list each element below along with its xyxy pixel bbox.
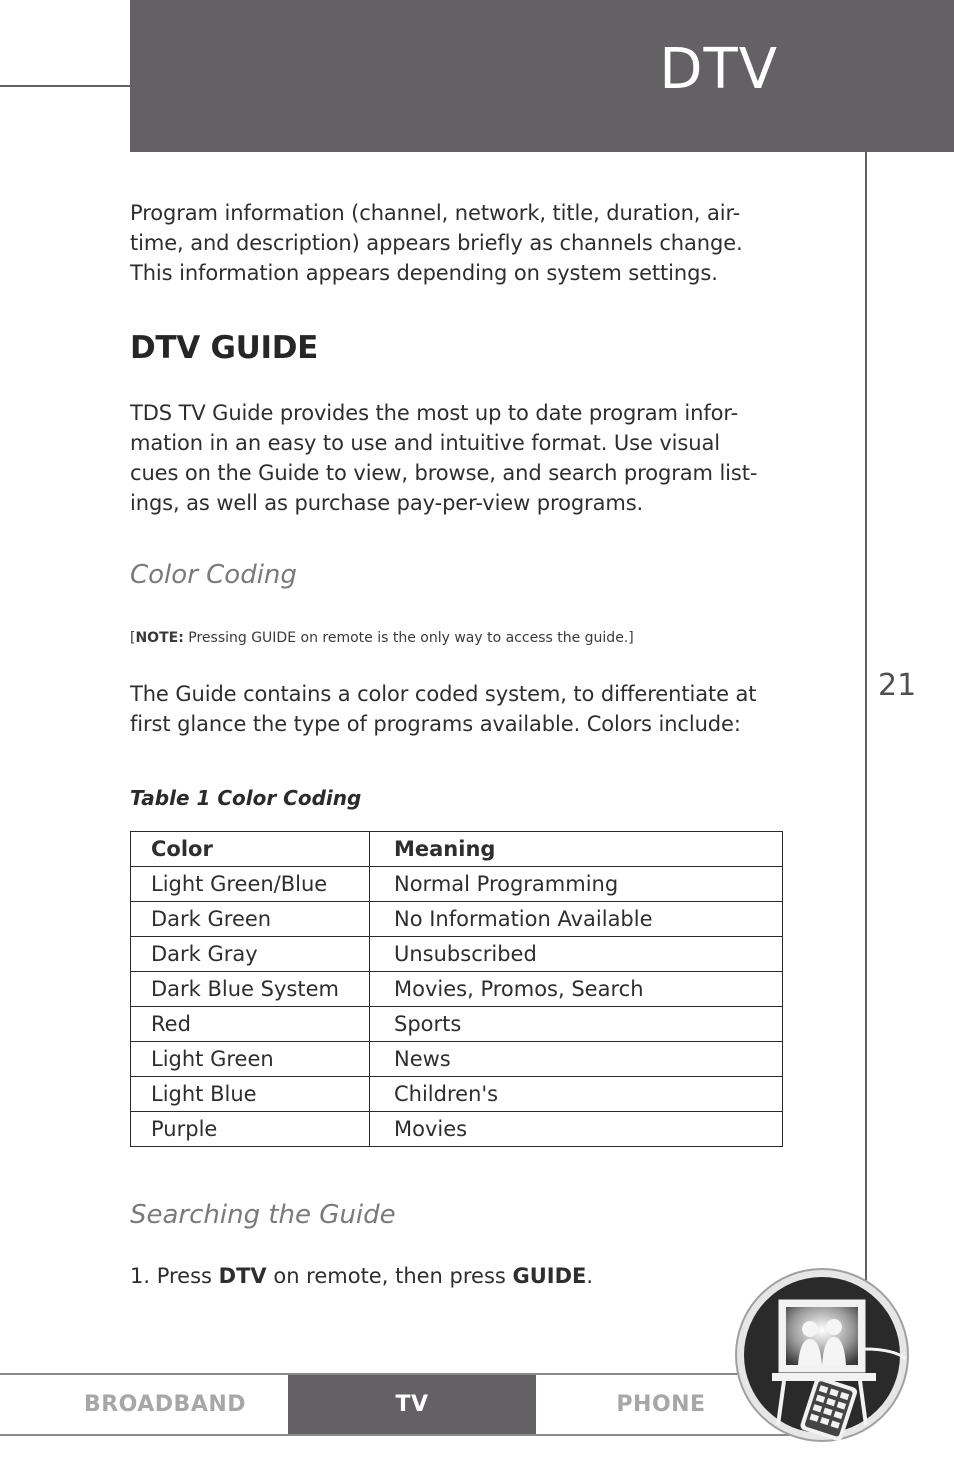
column-header-color: Color	[131, 832, 370, 867]
key-guide: GUIDE	[512, 1264, 587, 1288]
intro-line: This information appears depending on system settings.	[130, 261, 718, 285]
bottom-nav-rule-bottom	[0, 1434, 790, 1436]
step-prefix: 1. Press	[130, 1264, 219, 1288]
table-row	[131, 937, 783, 972]
cell-meaning: News	[370, 1042, 783, 1077]
page-title: DTV	[659, 37, 778, 102]
table-row	[131, 1007, 783, 1042]
key-dtv: DTV	[218, 1264, 267, 1288]
cell-meaning: Unsubscribed	[370, 937, 783, 972]
color-coding-table	[130, 831, 783, 1147]
intro-paragraph	[130, 198, 790, 288]
cell-meaning: Normal Programming	[370, 867, 783, 902]
step-middle: on remote, then press	[266, 1264, 513, 1288]
tab-tv[interactable]: TV	[288, 1375, 536, 1434]
right-margin-rule	[865, 152, 867, 1282]
table-row	[131, 902, 783, 937]
table-row	[131, 1077, 783, 1112]
cell-meaning: Children's	[370, 1077, 783, 1112]
note-text: Pressing GUIDE on remote is the only way to access the guide.]	[183, 630, 634, 646]
column-header-meaning: Meaning	[370, 832, 783, 867]
subheading-color-coding: Color Coding	[130, 560, 297, 590]
page-number: 21	[878, 668, 917, 703]
color-coding-line: first glance the type of programs available. Colors include:	[130, 712, 741, 736]
note	[130, 630, 790, 646]
color-coding-paragraph	[130, 679, 790, 739]
tab-phone[interactable]: PHONE	[616, 1392, 706, 1417]
cell-color: Light Green	[131, 1042, 370, 1077]
section-heading-dtv-guide: DTV GUIDE	[130, 330, 319, 366]
tv-viewers-remote-icon	[734, 1265, 914, 1445]
cell-meaning: Movies	[370, 1112, 783, 1147]
left-rule	[0, 85, 130, 87]
table-header-row	[131, 832, 783, 867]
guide-line: ings, as well as purchase pay-per-view programs.	[130, 491, 644, 515]
header-bar	[130, 0, 954, 152]
table-row	[131, 867, 783, 902]
step-1	[130, 1264, 790, 1288]
guide-line: TDS TV Guide provides the most up to date program infor-	[130, 401, 739, 425]
subheading-searching-guide: Searching the Guide	[130, 1200, 396, 1230]
table-row	[131, 1042, 783, 1077]
note-bracket: [	[130, 630, 136, 646]
table-caption: Table 1 Color Coding	[130, 786, 362, 810]
cell-meaning: Sports	[370, 1007, 783, 1042]
intro-line: Program information (channel, network, title, duration, air-	[130, 201, 741, 225]
guide-line: cues on the Guide to view, browse, and search program list-	[130, 461, 758, 485]
cell-meaning: Movies, Promos, Search	[370, 972, 783, 1007]
table-row	[131, 1112, 783, 1147]
cell-color: Red	[131, 1007, 370, 1042]
tab-broadband[interactable]: BROADBAND	[83, 1392, 247, 1417]
cell-meaning: No Information Available	[370, 902, 783, 937]
color-coding-line: The Guide contains a color coded system, to differentiate at	[130, 682, 757, 706]
note-label: NOTE:	[135, 630, 184, 646]
guide-paragraph	[130, 398, 790, 518]
cell-color: Light Green/Blue	[131, 867, 370, 902]
cell-color: Purple	[131, 1112, 370, 1147]
intro-line: time, and description) appears briefly as channels change.	[130, 231, 743, 255]
cell-color: Light Blue	[131, 1077, 370, 1112]
cell-color: Dark Gray	[131, 937, 370, 972]
step-suffix: .	[586, 1264, 594, 1288]
guide-line: mation in an easy to use and intuitive format. Use visual	[130, 431, 720, 455]
table-row	[131, 972, 783, 1007]
cell-color: Dark Green	[131, 902, 370, 937]
cell-color: Dark Blue System	[131, 972, 370, 1007]
